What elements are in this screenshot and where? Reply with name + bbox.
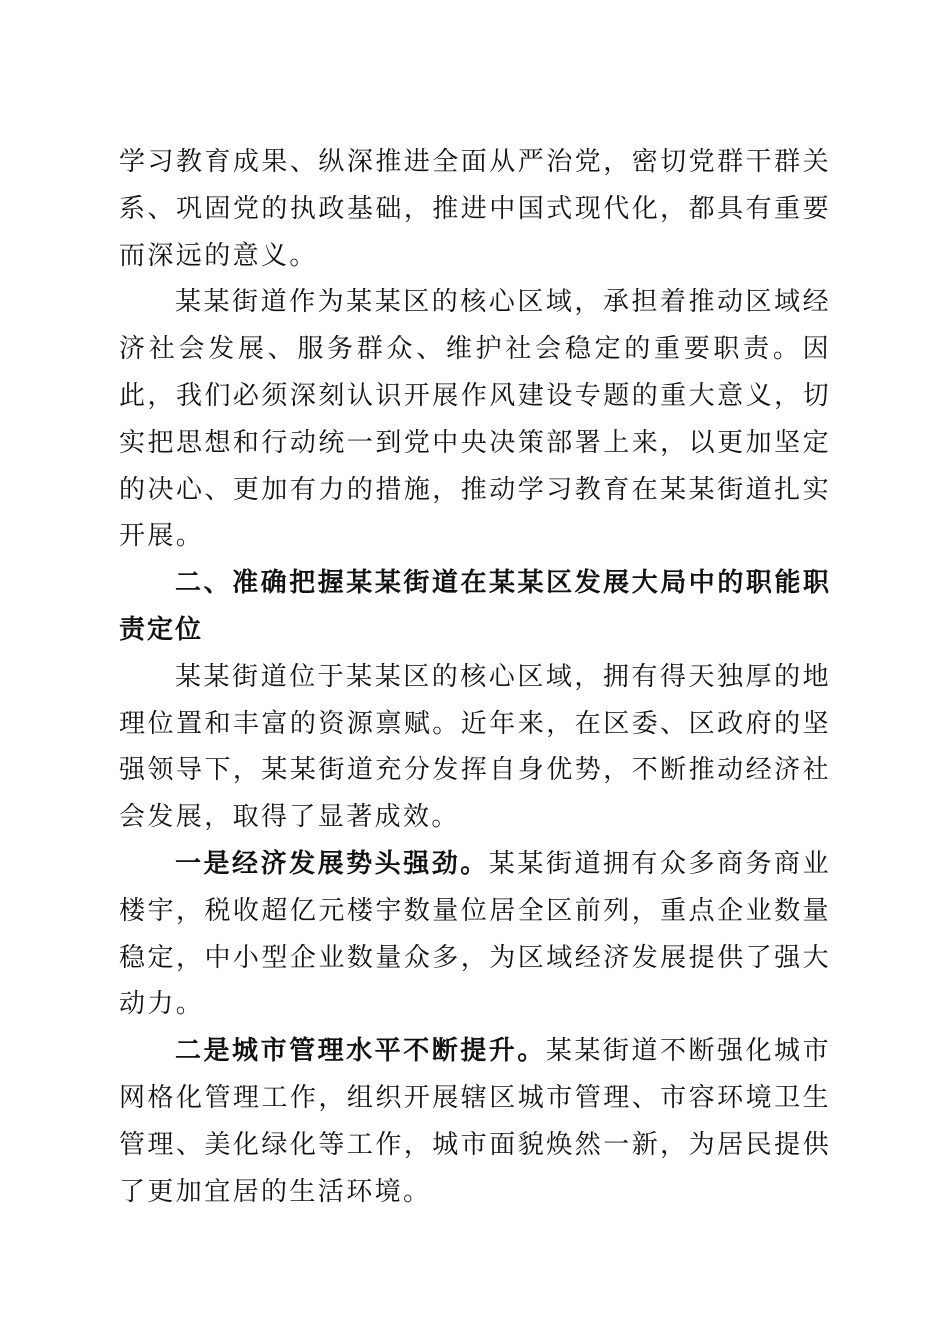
paragraph-street-overview: 某某街道位于某某区的核心区域，拥有得天独厚的地理位置和丰富的资源禀赋。近年来，在区委、区政府的坚强领导下，某某街道充分发挥自身优势，不断推动经济社会发展，取得了显著成效。 xyxy=(119,661,831,833)
lead-economic-development: 一是经济发展势头强劲。 xyxy=(175,848,489,879)
paragraph-city-management xyxy=(119,1028,831,1215)
paragraph-economic-development xyxy=(119,841,831,1028)
paragraph-continuation: 学习教育成果、纵深推进全面从严治党，密切党群干群关系、巩固党的执政基础，推进中国式现代化，都具有重要而深远的意义。 xyxy=(119,147,831,271)
lead-city-management: 二是城市管理水平不断提升。 xyxy=(175,1036,546,1067)
body-city-management: 某某街道不断强化城市网格化管理工作，组织开展辖区城市管理、市容环境卫生管理、美化绿化等工作，城市面貌焕然一新，为居民提供了更加宜居的生活环境。 xyxy=(119,1036,831,1207)
paragraph-street-role: 某某街道作为某某区的核心区域，承担着推动区域经济社会发展、服务群众、维护社会稳定的重要职责。因此，我们必须深刻认识开展作风建设专题的重大意义，切实把思想和行动统一到党中央决策部署上来，以更加坚定的决心、更加有力的措施，推动学习教育在某某街道扎实开展。 xyxy=(119,287,831,552)
document-body xyxy=(119,139,831,1215)
body-economic-development: 某某街道拥有众多商务商业楼宇，税收超亿元楼宇数量位居全区前列，重点企业数量稳定，中小型企业数量众多，为区域经济发展提供了强大动力。 xyxy=(119,848,831,1020)
section-heading-two: 二、准确把握某某街道在某某区发展大局中的职能职责定位 xyxy=(119,568,831,645)
